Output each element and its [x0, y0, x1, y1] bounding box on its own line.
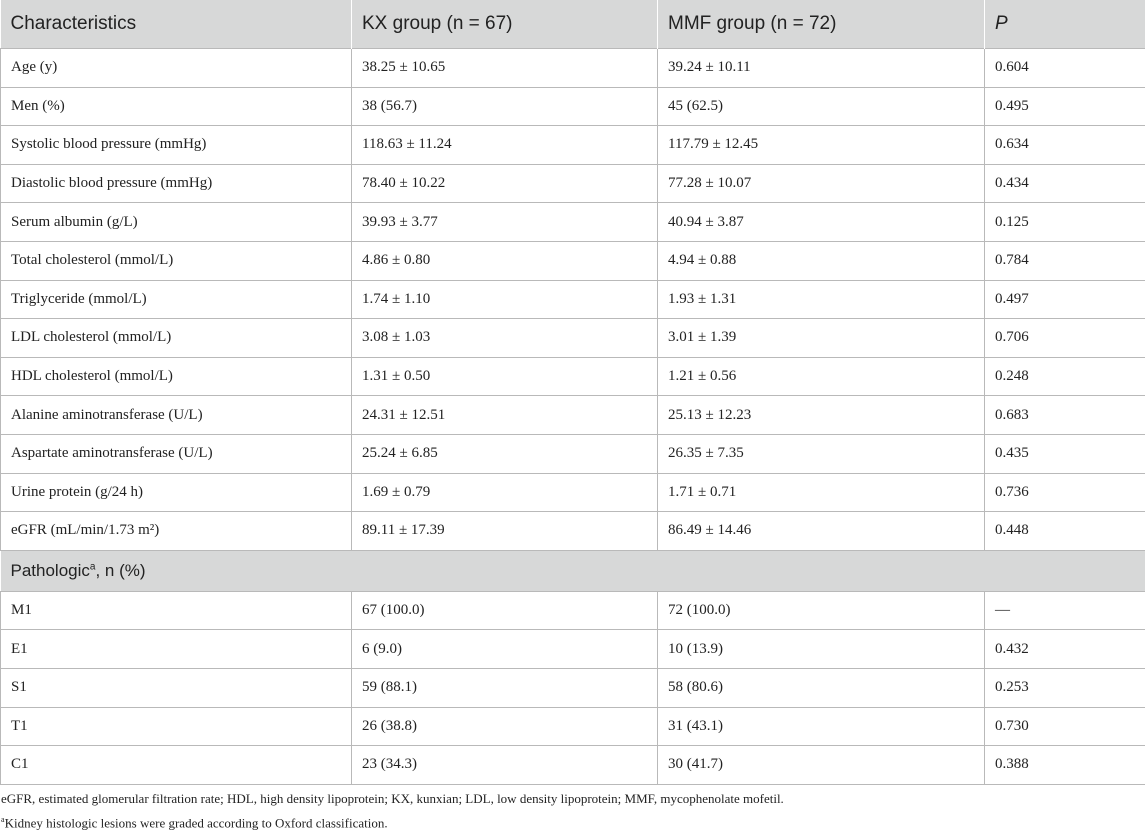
oxford-note	[1, 809, 784, 833]
table-body	[1, 49, 1145, 551]
table-row	[1, 512, 1145, 551]
p-value-cell: 0.248	[985, 357, 1145, 396]
kx-value-cell: 1.69 ± 0.79	[352, 473, 658, 512]
kx-value-cell: 39.93 ± 3.77	[352, 203, 658, 242]
p-value-cell: 0.784	[985, 241, 1145, 280]
header-kx-group: KX group (n = 67)	[352, 0, 658, 49]
characteristic-cell: Men (%)	[1, 87, 352, 126]
mmf-value-cell: 39.24 ± 10.11	[658, 49, 985, 88]
p-value-cell: 0.683	[985, 396, 1145, 435]
table-row	[1, 473, 1145, 512]
mmf-value-cell: 10 (13.9)	[658, 630, 985, 669]
section-label	[1, 550, 1145, 591]
characteristic-cell: Triglyceride (mmol/L)	[1, 280, 352, 319]
kx-value-cell: 6 (9.0)	[352, 630, 658, 669]
p-value-cell: 0.125	[985, 203, 1145, 242]
table-footnotes	[1, 788, 784, 833]
characteristic-cell: Urine protein (g/24 h)	[1, 473, 352, 512]
characteristic-cell: Total cholesterol (mmol/L)	[1, 241, 352, 280]
table-row	[1, 203, 1145, 242]
footnote-marker: a	[1, 815, 5, 824]
mmf-value-cell: 77.28 ± 10.07	[658, 164, 985, 203]
characteristic-cell: M1	[1, 591, 352, 630]
characteristic-cell: Diastolic blood pressure (mmHg)	[1, 164, 352, 203]
section-label-suffix: , n (%)	[95, 561, 145, 580]
kx-value-cell: 118.63 ± 11.24	[352, 126, 658, 165]
pathologic-section	[1, 550, 1145, 591]
kx-value-cell: 67 (100.0)	[352, 591, 658, 630]
p-value-cell: 0.736	[985, 473, 1145, 512]
p-value-cell: 0.435	[985, 434, 1145, 473]
section-label-footnote-marker: a	[90, 561, 96, 572]
kx-value-cell: 89.11 ± 17.39	[352, 512, 658, 551]
table-row	[1, 357, 1145, 396]
characteristic-cell: Age (y)	[1, 49, 352, 88]
kx-value-cell: 4.86 ± 0.80	[352, 241, 658, 280]
p-value-cell: 0.432	[985, 630, 1145, 669]
table-row	[1, 319, 1145, 358]
characteristic-cell: eGFR (mL/min/1.73 m²)	[1, 512, 352, 551]
mmf-value-cell: 1.71 ± 0.71	[658, 473, 985, 512]
characteristic-cell: E1	[1, 630, 352, 669]
header-characteristics: Characteristics	[1, 0, 352, 49]
p-value-cell: 0.706	[985, 319, 1145, 358]
mmf-value-cell: 40.94 ± 3.87	[658, 203, 985, 242]
header-p-value: P	[985, 0, 1145, 49]
kx-value-cell: 59 (88.1)	[352, 668, 658, 707]
characteristic-cell: Alanine aminotransferase (U/L)	[1, 396, 352, 435]
table-row	[1, 164, 1145, 203]
p-value-cell: 0.730	[985, 707, 1145, 746]
mmf-value-cell: 117.79 ± 12.45	[658, 126, 985, 165]
kx-value-cell: 1.31 ± 0.50	[352, 357, 658, 396]
abbreviations-note: eGFR, estimated glomerular filtration rate; HDL, high density lipoprotein; KX, kunxian; LDL, low density lipoprotein; MMF, mycophenolate mofetil.	[1, 788, 784, 809]
mmf-value-cell: 25.13 ± 12.23	[658, 396, 985, 435]
header-mmf-group: MMF group (n = 72)	[658, 0, 985, 49]
characteristic-cell: Aspartate aminotransferase (U/L)	[1, 434, 352, 473]
p-value-cell: 0.434	[985, 164, 1145, 203]
p-value-cell: 0.634	[985, 126, 1145, 165]
table-row	[1, 280, 1145, 319]
p-value-cell: 0.604	[985, 49, 1145, 88]
characteristic-cell: LDL cholesterol (mmol/L)	[1, 319, 352, 358]
pathologic-row	[1, 746, 1145, 785]
p-value-cell: 0.495	[985, 87, 1145, 126]
kx-value-cell: 24.31 ± 12.51	[352, 396, 658, 435]
characteristic-cell: S1	[1, 668, 352, 707]
table-row	[1, 434, 1145, 473]
characteristic-cell: T1	[1, 707, 352, 746]
characteristic-cell: HDL cholesterol (mmol/L)	[1, 357, 352, 396]
characteristic-cell: Systolic blood pressure (mmHg)	[1, 126, 352, 165]
table-row	[1, 49, 1145, 88]
characteristic-cell: C1	[1, 746, 352, 785]
pathologic-body	[1, 591, 1145, 784]
mmf-value-cell: 58 (80.6)	[658, 668, 985, 707]
mmf-value-cell: 1.93 ± 1.31	[658, 280, 985, 319]
mmf-value-cell: 31 (43.1)	[658, 707, 985, 746]
mmf-value-cell: 1.21 ± 0.56	[658, 357, 985, 396]
kx-value-cell: 26 (38.8)	[352, 707, 658, 746]
p-value-cell: 0.253	[985, 668, 1145, 707]
section-header-row	[1, 550, 1145, 591]
table-row	[1, 126, 1145, 165]
kx-value-cell: 38.25 ± 10.65	[352, 49, 658, 88]
kx-value-cell: 1.74 ± 1.10	[352, 280, 658, 319]
table-row	[1, 396, 1145, 435]
p-value-cell: 0.388	[985, 746, 1145, 785]
mmf-value-cell: 72 (100.0)	[658, 591, 985, 630]
mmf-value-cell: 3.01 ± 1.39	[658, 319, 985, 358]
mmf-value-cell: 4.94 ± 0.88	[658, 241, 985, 280]
p-value-cell: —	[985, 591, 1145, 630]
kx-value-cell: 3.08 ± 1.03	[352, 319, 658, 358]
p-value-cell: 0.497	[985, 280, 1145, 319]
mmf-value-cell: 30 (41.7)	[658, 746, 985, 785]
mmf-value-cell: 26.35 ± 7.35	[658, 434, 985, 473]
characteristic-cell: Serum albumin (g/L)	[1, 203, 352, 242]
section-label-text: Pathologic	[11, 561, 90, 580]
kx-value-cell: 25.24 ± 6.85	[352, 434, 658, 473]
mmf-value-cell: 86.49 ± 14.46	[658, 512, 985, 551]
pathologic-row	[1, 707, 1145, 746]
table-row	[1, 87, 1145, 126]
pathologic-row	[1, 668, 1145, 707]
kx-value-cell: 78.40 ± 10.22	[352, 164, 658, 203]
footnote-text: Kidney histologic lesions were graded according to Oxford classification.	[5, 815, 388, 830]
header-row	[1, 0, 1145, 49]
mmf-value-cell: 45 (62.5)	[658, 87, 985, 126]
pathologic-row	[1, 591, 1145, 630]
kx-value-cell: 23 (34.3)	[352, 746, 658, 785]
pathologic-row	[1, 630, 1145, 669]
p-value-cell: 0.448	[985, 512, 1145, 551]
kx-value-cell: 38 (56.7)	[352, 87, 658, 126]
table-row	[1, 241, 1145, 280]
